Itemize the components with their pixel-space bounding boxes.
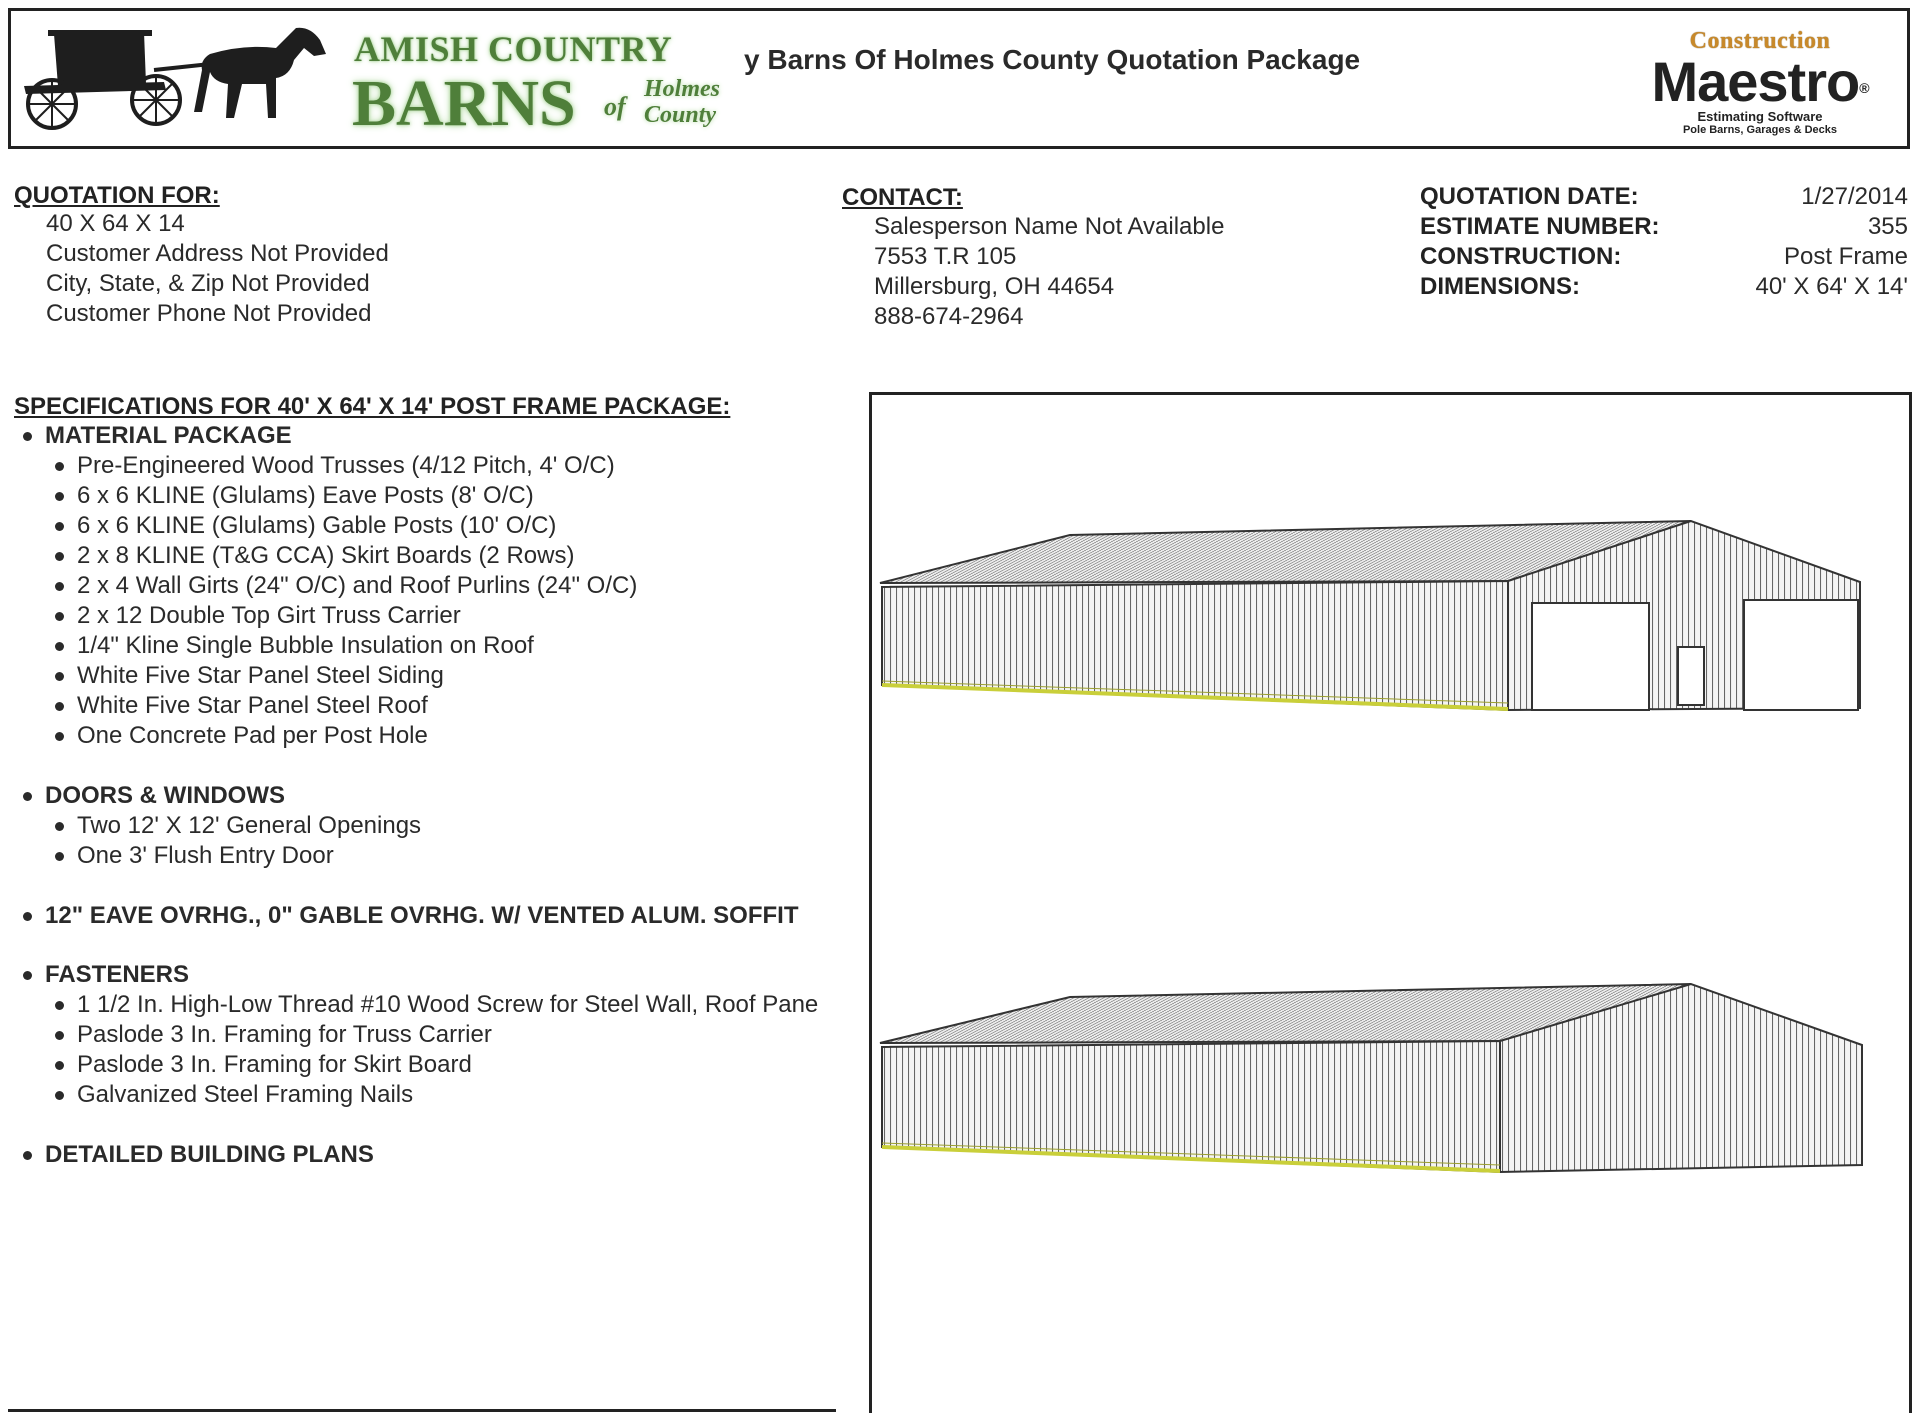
spec-item: 2 x 12 Double Top Girt Truss Carrier xyxy=(77,602,461,629)
entry-door xyxy=(1678,647,1704,705)
brand-tagline-2: Pole Barns, Garages & Decks xyxy=(1682,124,1838,136)
contact-line: 7553 T.R 105 xyxy=(874,243,1017,270)
spec-item: White Five Star Panel Steel Roof xyxy=(77,692,428,719)
logo-of: of xyxy=(604,92,626,121)
meta-label-dimensions: DIMENSIONS: xyxy=(1420,273,1581,300)
contact-line: 888-674-2964 xyxy=(874,303,1024,330)
quotation-for-block xyxy=(46,209,389,329)
brand-name: Maestro xyxy=(1651,50,1860,113)
logo-line-barns: BARNS xyxy=(352,67,576,140)
specifications-heading: SPECIFICATIONS FOR 40' X 64' X 14' POST FRAME PACKAGE: xyxy=(14,393,731,420)
spec-item: Pre-Engineered Wood Trusses (4/12 Pitch, 4' O/C) xyxy=(77,452,615,479)
logo-place-line1: Holmes xyxy=(644,76,720,102)
spec-item: 1 1/2 In. High-Low Thread #10 Wood Screw for Steel Wall, Roof Pane xyxy=(77,991,819,1018)
spec-group-title: 12" EAVE OVRHG., 0" GABLE OVRHG. W/ VENTED ALUM. SOFFIT xyxy=(45,902,799,929)
spec-item: Paslode 3 In. Framing for Skirt Board xyxy=(77,1051,472,1078)
quotation-for-line: 40 X 64 X 14 xyxy=(46,210,185,237)
spec-group-title: MATERIAL PACKAGE xyxy=(45,422,292,449)
bullet-icon xyxy=(23,792,32,801)
spec-group-title: DOORS & WINDOWS xyxy=(45,782,285,809)
bullet-icon xyxy=(55,552,64,561)
logo-line-amish-country: AMISH COUNTRY xyxy=(354,29,673,69)
bullet-icon xyxy=(55,612,64,621)
contact-heading: CONTACT: xyxy=(842,184,963,211)
spec-group-title: FASTENERS xyxy=(45,961,190,988)
quotation-for-line: Customer Phone Not Provided xyxy=(46,300,372,327)
meta-value-construction: Post Frame xyxy=(1783,243,1908,270)
document-title: y Barns Of Holmes County Quotation Package xyxy=(744,44,1361,75)
bullet-icon xyxy=(55,852,64,861)
company-logo xyxy=(14,14,734,140)
brand-top: Construction xyxy=(1689,28,1831,54)
brand-reg: ® xyxy=(1859,80,1869,96)
bullet-icon xyxy=(23,432,32,441)
bullet-icon xyxy=(55,1001,64,1010)
brand-tagline-1: Estimating Software xyxy=(1697,109,1823,124)
building-drawing-frame xyxy=(869,392,1912,1413)
meta-value-dimensions: 40' X 64' X 14' xyxy=(1755,273,1908,300)
construction-maestro-logo xyxy=(1630,28,1890,138)
horse-and-buggy-icon xyxy=(14,14,334,132)
quote-meta-labels xyxy=(1420,182,1660,302)
spec-item: Two 12' X 12' General Openings xyxy=(77,812,422,839)
meta-label-construction: CONSTRUCTION: xyxy=(1420,243,1622,270)
overhead-door-right xyxy=(1744,600,1858,710)
bullet-icon xyxy=(55,732,64,741)
spec-item: White Five Star Panel Steel Siding xyxy=(77,662,444,689)
meta-value-estimate: 355 xyxy=(1867,213,1908,240)
spec-item: 6 x 6 KLINE (Glulams) Gable Posts (10' O/C) xyxy=(77,512,557,539)
spec-item: 2 x 4 Wall Girts (24" O/C) and Roof Purlins (24" O/C) xyxy=(77,572,638,599)
meta-value-date: 1/27/2014 xyxy=(1801,183,1908,210)
meta-label-date: QUOTATION DATE: xyxy=(1420,183,1639,210)
quote-meta-values xyxy=(1648,182,1908,302)
contact-line: Salesperson Name Not Available xyxy=(874,213,1225,240)
bullet-icon xyxy=(55,492,64,501)
contact-block xyxy=(874,212,1224,332)
quotation-for-heading: QUOTATION FOR: xyxy=(14,182,220,209)
bullet-icon xyxy=(23,1151,32,1160)
quotation-for-line: Customer Address Not Provided xyxy=(46,240,389,267)
spec-item: 1/4" Kline Single Bubble Insulation on Roof xyxy=(77,632,534,659)
bottom-divider xyxy=(8,1409,836,1412)
spec-group-title: DETAILED BUILDING PLANS xyxy=(45,1141,374,1168)
building-rendering xyxy=(872,395,1909,1413)
overhead-door-left xyxy=(1532,603,1649,710)
building-view-rear xyxy=(880,984,1862,1172)
bullet-icon xyxy=(55,702,64,711)
spec-item: Paslode 3 In. Framing for Truss Carrier xyxy=(77,1021,492,1048)
bullet-icon xyxy=(55,672,64,681)
bullet-icon xyxy=(55,582,64,591)
quotation-for-line: City, State, & Zip Not Provided xyxy=(46,270,370,297)
spec-item: 6 x 6 KLINE (Glulams) Eave Posts (8' O/C) xyxy=(77,482,534,509)
bullet-icon xyxy=(55,642,64,651)
meta-label-estimate: ESTIMATE NUMBER: xyxy=(1420,213,1660,240)
bullet-icon xyxy=(55,462,64,471)
spec-item: 2 x 8 KLINE (T&G CCA) Skirt Boards (2 Rows) xyxy=(77,542,575,569)
contact-line: Millersburg, OH 44654 xyxy=(874,273,1115,300)
spec-item: One Concrete Pad per Post Hole xyxy=(77,722,428,749)
bullet-icon xyxy=(23,971,32,980)
spec-item: One 3' Flush Entry Door xyxy=(77,842,334,869)
spec-item: Galvanized Steel Framing Nails xyxy=(77,1081,414,1108)
logo-place xyxy=(644,76,720,128)
bullet-icon xyxy=(55,522,64,531)
bullet-icon xyxy=(23,912,32,921)
bullet-icon xyxy=(55,1091,64,1100)
bullet-icon xyxy=(55,1031,64,1040)
logo-place-line2: County xyxy=(644,102,717,128)
bullet-icon xyxy=(55,1061,64,1070)
bullet-icon xyxy=(55,822,64,831)
brand-name-row xyxy=(1630,50,1890,113)
building-view-front xyxy=(880,521,1860,710)
